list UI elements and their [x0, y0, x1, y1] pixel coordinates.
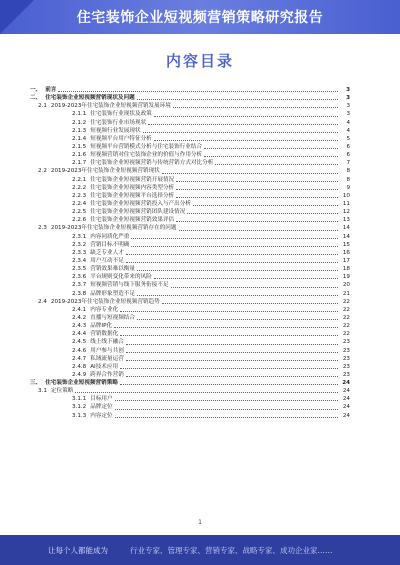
toc-entry-page: 20: [342, 282, 350, 289]
toc-entry-number: 2.3.3: [72, 249, 87, 256]
toc-entry[interactable]: [30, 159, 350, 167]
toc-entry-page: 12: [342, 209, 350, 216]
toc-entry-number: 2.3.1: [72, 233, 87, 240]
toc-entry-number: 2.1.7: [72, 160, 87, 167]
toc-entry-title: 品牌IP化: [90, 323, 113, 330]
toc-entry[interactable]: [30, 233, 350, 241]
toc-entry-number: 2.2.6: [72, 217, 87, 224]
toc-entry-title: AI技术应用: [90, 363, 119, 370]
toc-dot-leader: [215, 159, 338, 165]
toc-entry-number: 2.2.4: [72, 200, 87, 207]
toc-entry-number: 2.4.7: [72, 355, 87, 362]
toc-entry-number: 2.2.3: [72, 192, 87, 199]
toc-entry-title: 短视频营销对住宅装饰企业的价值与作用分析: [90, 152, 203, 159]
toc-entry-page: 10: [342, 192, 350, 199]
toc-entry-title: 住宅装饰行业现状及政策: [90, 111, 152, 118]
toc-entry-page: 24: [342, 396, 350, 403]
toc-entry[interactable]: [30, 200, 350, 208]
toc-entry-number: 2.4.4: [72, 331, 87, 338]
toc-entry-title: 直播与短视频结合: [90, 314, 135, 321]
report-header: [0, 0, 400, 34]
toc-dot-leader: [115, 395, 338, 401]
toc-dot-leader: [120, 306, 338, 312]
toc-dot-leader: [154, 273, 338, 279]
toc-dot-leader: [120, 379, 338, 385]
toc-entry-number: 2.1.5: [72, 143, 87, 150]
toc-entry-title: 用户互动不足: [90, 257, 124, 264]
toc-entry[interactable]: [30, 273, 350, 281]
toc-dot-leader: [131, 241, 338, 247]
toc-entry[interactable]: [30, 241, 350, 249]
toc-entry-page: 19: [342, 274, 350, 281]
toc-entry[interactable]: [30, 192, 350, 200]
toc-entry-title: 住宅装饰行业市场现状: [90, 119, 147, 126]
toc-entry[interactable]: [30, 281, 350, 289]
toc-entry[interactable]: [30, 86, 350, 94]
toc-entry-title: 目标用户: [90, 396, 113, 403]
toc-dot-leader: [126, 355, 338, 361]
toc-dot-leader: [126, 249, 338, 255]
toc-entry-title: 2019-2023年住宅装饰企业短视频营销趋势: [50, 298, 160, 305]
toc-entry-number: 2.4.5: [72, 339, 87, 346]
toc-dot-leader: [162, 167, 338, 173]
toc-entry[interactable]: [30, 403, 350, 411]
toc-entry-page: 23: [342, 347, 350, 354]
toc-dot-leader: [154, 135, 338, 141]
toc-entry-number: 2.4.6: [72, 347, 87, 354]
toc-entry[interactable]: [30, 338, 350, 346]
toc-dot-leader: [187, 208, 338, 214]
toc-entry[interactable]: [30, 265, 350, 273]
toc-entry-page: 22: [342, 323, 350, 330]
toc-entry-page: 22: [342, 306, 350, 313]
toc-entry-number: 2.2.5: [72, 209, 87, 216]
toc-entry-title: 缺乏专业人才: [90, 249, 124, 256]
toc-entry-page: 23: [342, 339, 350, 346]
toc-entry[interactable]: [30, 322, 350, 330]
toc-dot-leader: [126, 347, 338, 353]
toc-entry-title: 跨界合作营销: [90, 371, 124, 378]
toc-entry-title: 短视频平台营销模式分析与住宅装饰行业结合: [90, 143, 203, 150]
toc-entry[interactable]: [30, 306, 350, 314]
toc-entry[interactable]: [30, 347, 350, 355]
toc-entry-page: 3: [346, 87, 350, 93]
toc-entry-page: 23: [342, 371, 350, 378]
report-title: 住宅装饰企业短视频营销策略研究报告: [76, 10, 324, 26]
toc-entry-title: 住宅装饰企业短视频营销效果评估: [90, 217, 175, 224]
toc-entry-page: 23: [342, 363, 350, 370]
toc-entry-page: 14: [342, 233, 350, 240]
toc-entry-title: 内容专业化: [90, 306, 119, 313]
toc-entry-title: 住宅装饰企业短视频营销团队建设情况: [90, 209, 186, 216]
footer-roles: 行业专家、管理专家、营销专家、战略专家、成功企业家……: [130, 545, 333, 555]
toc-entry-title: 私域流量运营: [90, 355, 124, 362]
toc-entry-page: 22: [342, 298, 350, 305]
toc-entry-page: 3: [346, 103, 350, 110]
toc-dot-leader: [148, 119, 338, 125]
toc-entry[interactable]: [30, 151, 350, 159]
toc-entry-page: 24: [342, 380, 350, 387]
toc-entry-title: 住宅装饰企业短视频内容类型分析: [90, 184, 175, 191]
toc-entry[interactable]: [30, 208, 350, 216]
toc-heading: 内容目录: [165, 52, 234, 70]
toc-entry[interactable]: [30, 363, 350, 371]
toc-entry-number: 2.4.9: [72, 371, 87, 378]
toc-entry-title: 营销效果难以衡量: [90, 266, 135, 273]
toc-entry[interactable]: [30, 216, 350, 224]
toc-entry-number: 二、: [30, 95, 42, 102]
toc-entry-number: 2.3.8: [72, 290, 87, 297]
toc-entry[interactable]: [30, 298, 350, 306]
toc-entry-number: 2.3: [38, 225, 47, 232]
toc-dot-leader: [114, 322, 338, 328]
toc-entry-number: 2.1.6: [72, 152, 87, 159]
toc-dot-leader: [137, 290, 338, 296]
toc-dot-leader: [176, 184, 338, 190]
toc-entry-number: 2.4.8: [72, 363, 87, 370]
toc-entry-number: 2.2.1: [72, 176, 87, 183]
toc-entry-number: 2.3.7: [72, 282, 87, 289]
toc-dot-leader: [137, 314, 338, 320]
toc-dot-leader: [75, 387, 338, 393]
toc-entry-title: 住宅装饰企业短视频平台选择分析: [90, 192, 175, 199]
toc-entry[interactable]: [30, 127, 350, 135]
toc-entry-number: 2.2.2: [72, 184, 87, 191]
toc-entry-number: 2.3.2: [72, 241, 87, 248]
toc-entry[interactable]: [30, 330, 350, 338]
toc-entry[interactable]: [30, 314, 350, 322]
toc-entry-page: 16: [342, 249, 350, 256]
toc-entry[interactable]: [30, 135, 350, 143]
toc-entry-page: 11: [342, 200, 350, 207]
toc-entry-number: 2.4.3: [72, 323, 87, 330]
toc-entry[interactable]: [30, 249, 350, 257]
toc-entry-title: 营销目标不明确: [90, 241, 130, 248]
toc-entry-number: 3.1.2: [72, 404, 87, 411]
toc-entry-number: 2.3.6: [72, 274, 87, 281]
toc-entry-page: 22: [342, 314, 350, 321]
toc-dot-leader: [137, 265, 338, 271]
toc-entry-number: 三、: [30, 380, 42, 387]
toc-dot-leader: [176, 216, 338, 222]
toc-entry[interactable]: [30, 379, 350, 387]
toc-entry-title: 2019-2023年住宅装饰企业短视频营销存在的问题: [50, 225, 177, 232]
toc-dot-leader: [176, 176, 338, 182]
toc-entry-title: 住宅装饰企业短视频营销现状及问题: [45, 95, 135, 102]
toc-entry-title: 2019-2023年住宅装饰企业短视频营销现状: [50, 168, 160, 175]
toc-dot-leader: [126, 257, 338, 263]
toc-dot-leader: [131, 233, 338, 239]
toc-entry[interactable]: [30, 102, 350, 110]
toc-entry-page: 21: [342, 290, 350, 297]
toc-entry-title: 内容定位: [90, 412, 113, 419]
toc-entry-page: 4: [346, 127, 350, 134]
toc-entry-number: 2.3.5: [72, 266, 87, 273]
toc-entry-number: 3.1: [38, 388, 47, 395]
toc-entry[interactable]: [30, 290, 350, 298]
toc-entry-page: 6: [346, 143, 350, 150]
toc-entry[interactable]: [30, 167, 350, 175]
toc-dot-leader: [162, 298, 338, 304]
toc-entry-page: 8: [346, 176, 350, 183]
toc-entry-page: 24: [342, 412, 350, 419]
toc-entry[interactable]: [30, 395, 350, 403]
toc-entry-title: 2019-2023年住宅装饰企业短视频营销发展环境: [50, 103, 171, 110]
toc-entry-page: 24: [342, 404, 350, 411]
toc-entry[interactable]: [30, 119, 350, 127]
toc-entry-title: 住宅装饰企业短视频营销策略: [45, 380, 118, 387]
toc-entry-title: 品牌形象塑造不足: [90, 290, 135, 297]
toc-entry-page: 13: [342, 217, 350, 224]
toc-entry-title: 品牌定位: [90, 404, 113, 411]
toc-entry-title: 线上线下融合: [90, 339, 124, 346]
toc-entry[interactable]: [30, 371, 350, 379]
toc-dot-leader: [193, 200, 338, 206]
toc-entry-number: 2.4.1: [72, 306, 87, 313]
toc-entry-page: 14: [342, 225, 350, 232]
page-number: 1: [198, 519, 202, 526]
toc-entry-page: 22: [342, 331, 350, 338]
toc-entry-number: 2.3.4: [72, 257, 87, 264]
header-corner-decoration: [0, 0, 34, 34]
toc-entry-number: 一、: [30, 87, 42, 93]
toc-entry-page: 5: [346, 135, 350, 142]
toc-entry[interactable]: [30, 94, 350, 102]
toc-entry-number: 2.2: [38, 168, 47, 175]
toc-dot-leader: [204, 143, 338, 149]
toc-entry[interactable]: [30, 143, 350, 151]
toc-entry-title: 短视频行业发展现状: [90, 127, 141, 134]
toc-entry-number: 2.4.2: [72, 314, 87, 321]
toc-entry-page: 6: [346, 152, 350, 159]
toc-entry-number: 2.1.1: [72, 111, 87, 118]
toc-entry-number: 3.1.3: [72, 412, 87, 419]
toc-dot-leader: [173, 102, 338, 108]
toc-entry-page: 9: [346, 184, 350, 191]
toc-entry-page: 7: [346, 160, 350, 167]
toc-entry-number: 3.1.1: [72, 396, 87, 403]
toc-entry-number: 2.4: [38, 298, 47, 305]
toc-entry-title: 前言: [45, 87, 57, 93]
toc-entry-page: 18: [342, 266, 350, 273]
toc-entry-page: 15: [342, 241, 350, 248]
toc-entry-title: 定位策略: [50, 388, 74, 395]
toc-entry-title: 营销数据化: [90, 331, 119, 338]
toc-dot-leader: [179, 224, 339, 230]
toc-dot-leader: [58, 86, 338, 92]
toc-entry-number: 2.1.4: [72, 135, 87, 142]
toc-entry-number: 2.1.2: [72, 119, 87, 126]
toc-dot-leader: [120, 363, 338, 369]
toc-dot-leader: [176, 192, 338, 198]
toc-dot-leader: [115, 403, 338, 409]
toc-entry-page: 8: [346, 168, 350, 175]
toc-entry-page: 3: [346, 111, 350, 118]
toc-entry-number: 2.1.3: [72, 127, 87, 134]
toc-dot-leader: [171, 281, 338, 287]
toc-entry-title: 短视频平台用户特征分析: [90, 135, 152, 142]
toc-entry-title: 内容同质化严重: [90, 233, 130, 240]
toc-dot-leader: [120, 330, 338, 336]
toc-entry-page: 17: [342, 257, 350, 264]
toc-dot-leader: [126, 338, 338, 344]
toc-entry-title: 住宅装饰企业短视频营销开展情况: [90, 176, 175, 183]
toc-entry[interactable]: [30, 110, 350, 118]
toc-entry-page: 3: [346, 95, 350, 102]
toc-entry-number: 2.1: [38, 103, 47, 110]
toc-dot-leader: [154, 110, 338, 116]
toc-entry-title: 住宅装饰企业短视频营销与传统营销方式对比分析: [90, 160, 214, 167]
toc-dot-leader: [143, 127, 338, 133]
toc-entry[interactable]: [30, 257, 350, 265]
toc-entry-title: 平台规则变化带来的风险: [90, 274, 152, 281]
toc-entry[interactable]: [30, 184, 350, 192]
toc-entry[interactable]: [30, 224, 350, 232]
toc-entry-page: 23: [342, 355, 350, 362]
toc-entry-title: 用户参与共创: [90, 347, 124, 354]
toc-entry[interactable]: [30, 176, 350, 184]
toc-entry[interactable]: [30, 355, 350, 363]
toc-entry-page: 4: [346, 119, 350, 126]
footer-slogan: 让每个人都能成为: [48, 545, 108, 555]
toc-entry-title: 短视频营销与线下服务衔接不足: [90, 282, 169, 289]
toc-entry[interactable]: [30, 412, 350, 420]
toc-dot-leader: [115, 412, 338, 418]
toc-dot-leader: [204, 151, 338, 157]
toc-entry[interactable]: [30, 387, 350, 395]
toc-entry-page: 24: [342, 388, 350, 395]
toc-entry-title: 住宅装饰企业短视频营销投入与产出分析: [90, 200, 191, 207]
report-footer: [0, 535, 400, 565]
table-of-contents: [30, 86, 350, 420]
toc-dot-leader: [126, 371, 338, 377]
toc-dot-leader: [137, 94, 338, 100]
